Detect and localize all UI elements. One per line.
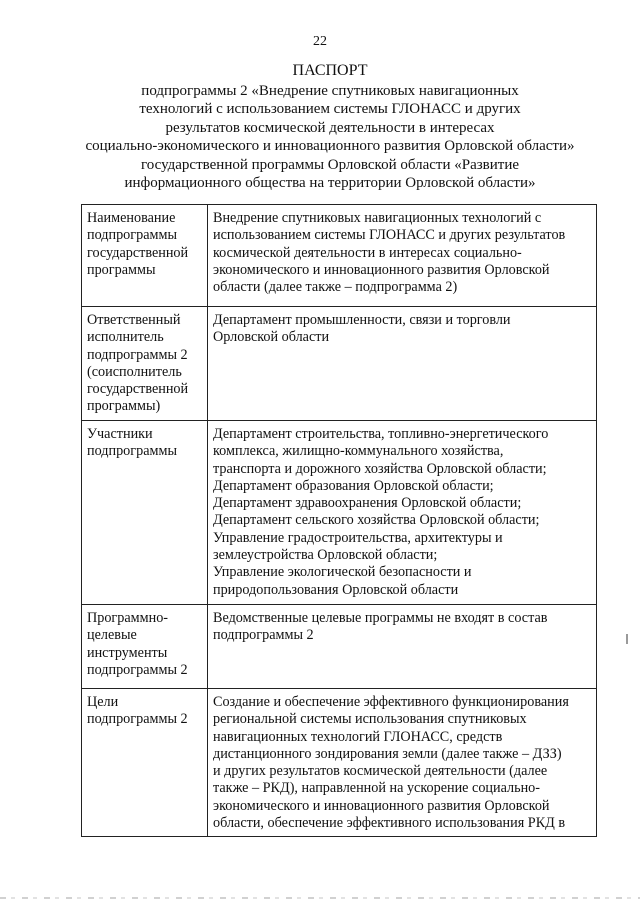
value-line: Управление экологической безопасности и: [213, 564, 472, 581]
heading-line: государственной программы Орловской области «Развитие: [140, 156, 520, 173]
table-row: [82, 421, 597, 605]
value-line: использованием системы ГЛОНАСС и других результатов: [213, 227, 566, 244]
table-row: [82, 205, 597, 307]
label-line: исполнитель: [87, 329, 164, 346]
label-line: государственной: [87, 244, 189, 261]
value-line: Департамент образования Орловской области;: [213, 477, 494, 494]
value-line: Орловской области: [213, 329, 330, 346]
value-line: Департамент сельского хозяйства Орловской области;: [213, 512, 540, 529]
heading-line: подпрограммы 2 «Внедрение спутниковых навигационных: [141, 82, 519, 99]
row-label-cell: [82, 421, 208, 605]
passport-table: [81, 204, 597, 837]
table-row: [82, 307, 597, 421]
document-heading: [60, 62, 600, 193]
value-line: и других результатов космической деятельности (далее: [213, 763, 548, 780]
row-label-cell: [82, 205, 208, 307]
label-line: подпрограммы: [87, 227, 177, 244]
page-number: 22: [313, 34, 327, 49]
row-value-cell: [208, 421, 597, 605]
row-value-cell: [208, 307, 597, 421]
row-label-cell: [82, 605, 208, 689]
value-line: Создание и обеспечение эффективного функционирования: [213, 694, 569, 710]
value-line: Департамент промышленности, связи и торговли: [213, 312, 511, 328]
value-line: транспорта и дорожного хозяйства Орловской области;: [213, 460, 547, 477]
label-line: подпрограммы: [87, 443, 177, 460]
row-value-cell: [208, 205, 597, 307]
heading-line: информационного общества на территории Орловской области»: [124, 175, 536, 191]
value-line: экономического и инновационного развития Орловской: [213, 261, 550, 278]
label-line: подпрограммы 2: [87, 711, 188, 728]
label-line: Ответственный: [87, 312, 181, 328]
value-line: подпрограммы 2: [213, 627, 314, 644]
label-line: подпрограммы 2: [87, 346, 188, 363]
heading-line: результатов космической деятельности в интересах: [165, 119, 495, 136]
value-line: региональной системы использования спутниковых: [213, 711, 527, 728]
row-value-cell: [208, 605, 597, 689]
label-line: программы): [87, 398, 161, 415]
value-line: навигационных технологий ГЛОНАСС, средств: [213, 728, 503, 745]
label-line: Наименование: [87, 210, 176, 226]
value-line: Внедрение спутниковых навигационных технологий с: [213, 210, 542, 226]
scan-margin-mark: [626, 634, 628, 644]
value-line: природопользования Орловской области: [213, 581, 459, 598]
row-value-cell: [208, 689, 597, 837]
label-line: Участники: [87, 426, 153, 442]
value-line: также – РКД), направленной на ускорение социально-: [213, 780, 540, 797]
label-line: подпрограммы 2: [87, 661, 188, 678]
heading-title: ПАСПОРТ: [292, 62, 368, 79]
row-label-cell: [82, 307, 208, 421]
value-line: экономического и инновационного развития Орловской: [213, 797, 550, 814]
row-label-cell: [82, 689, 208, 837]
value-line: космической деятельности в интересах социально-: [213, 244, 522, 261]
value-line: области, обеспечение эффективного использования РКД в: [213, 815, 566, 832]
value-line: Управление градостроительства, архитектуры и: [213, 529, 503, 546]
label-line: инструменты: [87, 644, 168, 661]
label-line: программы: [87, 261, 156, 278]
value-line: землеустройства Орловской области;: [213, 547, 438, 564]
value-line: Департамент здравоохранения Орловской области;: [213, 495, 522, 512]
label-line: целевые: [87, 627, 137, 644]
heading-line: технологий с использованием системы ГЛОНАСС и других: [139, 101, 521, 117]
label-line: Программно-: [87, 610, 169, 626]
value-line: области (далее также – подпрограмма 2): [213, 279, 458, 296]
value-line: дистанционного зондирования земли (далее также – ДЗЗ): [213, 745, 562, 762]
value-line: комплекса, жилищно-коммунального хозяйства,: [213, 443, 504, 460]
table-row: [82, 689, 597, 837]
heading-line: социально-экономического и инновационного развития Орловской области»: [85, 138, 575, 154]
value-line: Ведомственные целевые программы не входят в состав: [213, 610, 548, 626]
label-line: Цели: [87, 694, 119, 710]
label-line: (соисполнитель: [87, 363, 182, 380]
value-line: Департамент строительства, топливно-энергетического: [213, 426, 549, 442]
table-row: [82, 605, 597, 689]
scan-edge-artifact: [0, 897, 640, 899]
label-line: государственной: [87, 381, 189, 398]
